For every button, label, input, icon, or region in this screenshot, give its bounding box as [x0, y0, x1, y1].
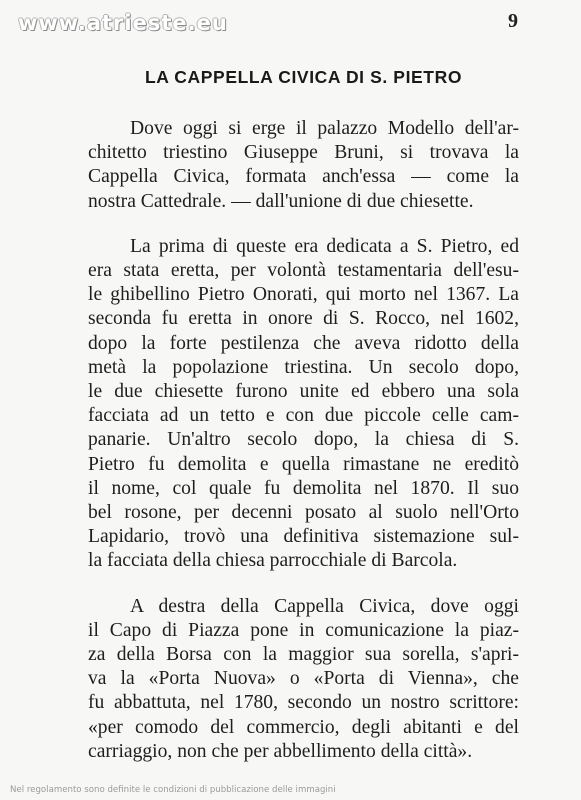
text-line: dopo la forte pestilenza che aveva ridotto della — [88, 332, 519, 354]
text-line: le due chiesette furono unite ed ebbero una sola — [88, 381, 519, 403]
text-line: carriaggio, non che per abbellimento della città». — [88, 740, 473, 762]
text-line: nostra Cattedrale. — dall'unione di due chiesette. — [88, 190, 474, 212]
paragraph-1 — [88, 117, 519, 214]
text-line: «per comodo del commercio, degli abitanti e del — [88, 716, 519, 738]
text-line: fu abbattuta, nel 1780, secondo un nostro scrittore: — [88, 692, 519, 714]
text-line: era stata eretta, per volontà testamentaria dell'esu- — [88, 260, 519, 282]
text-line: facciata ad un tetto e con due piccole celle cam- — [88, 405, 519, 427]
text-line: le ghibellino Pietro Onorati, qui morto nel 1367. La — [88, 284, 519, 306]
text-line: Pietro fu demolita e quella rimastane ne ereditò — [88, 453, 519, 475]
text-line: Cappella Civica, formata anch'essa — come la — [88, 166, 519, 188]
watermark: www.atrieste.eu — [18, 11, 228, 35]
text-line: seconda fu eretta in onore di S. Rocco, nel 1602, — [88, 308, 519, 330]
page-number: 9 — [508, 10, 518, 32]
paragraph-2 — [88, 235, 519, 574]
text-line: va la «Porta Nuova» o «Porta di Vienna», che — [88, 668, 519, 690]
text-line: la facciata della chiesa parrocchiale di Barcola. — [88, 550, 458, 572]
text-line: za della Borsa con la maggior sua sorella, s'apri- — [88, 644, 519, 666]
text-line: bel rosone, per decenni posato al suolo nell'Orto — [88, 502, 519, 524]
footer-note: Nel regolamento sono definite le condizioni di pubblicazione delle immagini — [10, 785, 336, 795]
page-title: LA CAPPELLA CIVICA DI S. PIETRO — [144, 67, 463, 87]
text-line: A destra della Cappella Civica, dove oggi — [130, 595, 519, 617]
text-line: Dove oggi si erge il palazzo Modello dell'ar- — [130, 118, 519, 139]
text-line: Lapidario, trovò una definitiva sistemazione sul- — [88, 526, 519, 548]
text-line: il Capo di Piazza pone in comunicazione la piaz- — [88, 619, 519, 641]
text-line: metà la popolazione triestina. Un secolo dopo, — [88, 356, 519, 378]
article-body — [88, 117, 519, 785]
text-line: chitetto triestino Giuseppe Bruni, si trovava la — [88, 142, 519, 164]
text-line: il nome, col quale fu demolita nel 1870. Il suo — [88, 477, 519, 499]
text-line: panarie. Un'altro secolo dopo, la chiesa di S. — [88, 429, 519, 451]
paragraph-3 — [88, 595, 519, 764]
text-line: La prima di queste era dedicata a S. Pietro, ed — [130, 235, 519, 257]
